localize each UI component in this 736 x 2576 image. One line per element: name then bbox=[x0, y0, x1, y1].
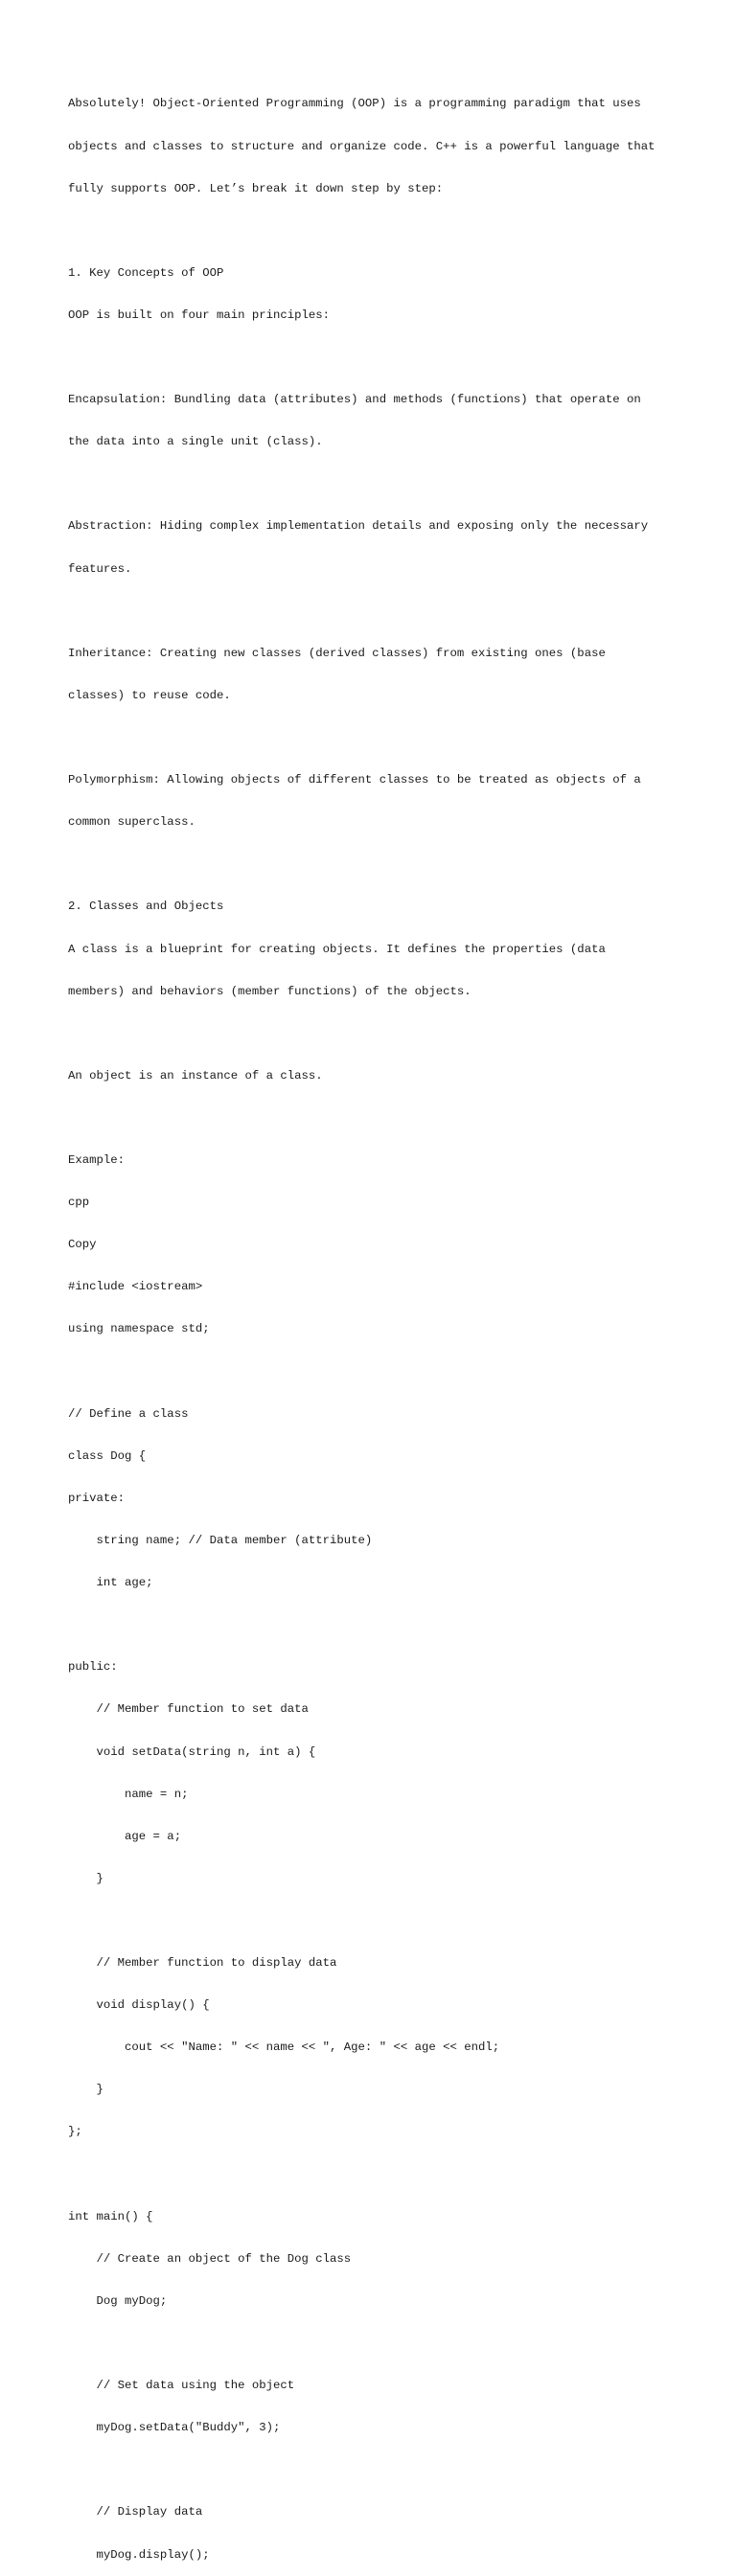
code-line: class Dog { bbox=[68, 1448, 147, 1463]
text-line bbox=[68, 477, 681, 491]
code-line: myDog.display(); bbox=[68, 2547, 210, 2562]
copy-label: Copy bbox=[68, 1238, 97, 1252]
text-line: the data into a single unit (class). bbox=[68, 435, 323, 449]
code-line: int age; bbox=[68, 1576, 153, 1590]
code-line bbox=[68, 1365, 681, 1379]
code-line: myDog.setData("Buddy", 3); bbox=[68, 2421, 281, 2435]
code-line: } bbox=[68, 2083, 104, 2097]
code-line: // Define a class bbox=[68, 1406, 189, 1421]
code-line bbox=[68, 2337, 681, 2351]
text-line: Absolutely! Object-Oriented Programming (OOP) is a programming paradigm that uses bbox=[68, 97, 641, 111]
code-line bbox=[68, 1914, 681, 1928]
text-line: Polymorphism: Allowing objects of different classes to be treated as objects of a bbox=[68, 773, 641, 787]
text-line bbox=[68, 1111, 681, 1126]
text-line: fully supports OOP. Let’s break it down step by step: bbox=[68, 181, 444, 195]
text-line: Abstraction: Hiding complex implementation details and exposing only the necessary bbox=[68, 519, 649, 534]
text-line bbox=[68, 857, 681, 872]
code-line: private: bbox=[68, 1491, 126, 1505]
document-body bbox=[68, 69, 681, 2576]
text-line: classes) to reuse code. bbox=[68, 688, 231, 702]
text-line: An object is an instance of a class. bbox=[68, 1068, 323, 1083]
code-line: name = n; bbox=[68, 1787, 189, 1801]
code-line: cout << "Name: " << name << ", Age: " << age << endl; bbox=[68, 2040, 500, 2055]
text-line bbox=[68, 604, 681, 619]
code-line: // Create an object of the Dog class bbox=[68, 2251, 352, 2266]
text-line: Example: bbox=[68, 1153, 126, 1168]
code-line bbox=[68, 2168, 681, 2182]
text-line: OOP is built on four main principles: bbox=[68, 308, 331, 322]
code-line: void setData(string n, int a) { bbox=[68, 1744, 316, 1759]
code-line: // Member function to display data bbox=[68, 1956, 337, 1971]
text-line: common superclass. bbox=[68, 815, 196, 830]
code-line: int main() { bbox=[68, 2209, 153, 2223]
text-line: objects and classes to structure and organize code. C++ is a powerful language that bbox=[68, 139, 656, 153]
text-line bbox=[68, 1027, 681, 1041]
code-line bbox=[68, 1618, 681, 1632]
code-line: // Set data using the object bbox=[68, 2379, 295, 2393]
text-line bbox=[68, 224, 681, 239]
code-line: age = a; bbox=[68, 1829, 182, 1843]
text-line: features. bbox=[68, 561, 132, 576]
code-line: }; bbox=[68, 2125, 82, 2139]
code-line: #include <iostream> bbox=[68, 1280, 203, 1294]
code-line: Dog myDog; bbox=[68, 2293, 168, 2308]
code-line: public: bbox=[68, 1660, 118, 1675]
code-line: string name; // Data member (attribute) bbox=[68, 1533, 373, 1547]
code-language-label: cpp bbox=[68, 1196, 90, 1210]
text-line bbox=[68, 351, 681, 365]
code-line: } bbox=[68, 1871, 104, 1885]
section-heading: 1. Key Concepts of OOP bbox=[68, 265, 224, 280]
code-line: // Member function to set data bbox=[68, 1702, 309, 1717]
text-line bbox=[68, 731, 681, 745]
section-heading: 2. Classes and Objects bbox=[68, 900, 224, 914]
text-line: members) and behaviors (member functions) of the objects. bbox=[68, 984, 472, 998]
text-line: A class is a blueprint for creating objects. It defines the properties (data bbox=[68, 942, 606, 956]
code-line bbox=[68, 2463, 681, 2477]
code-line: using namespace std; bbox=[68, 1322, 210, 1336]
text-line: Inheritance: Creating new classes (derived classes) from existing ones (base bbox=[68, 646, 606, 660]
code-line: void display() { bbox=[68, 1998, 210, 2013]
text-line: Encapsulation: Bundling data (attributes) and methods (functions) that operate on bbox=[68, 393, 641, 407]
code-line: // Display data bbox=[68, 2505, 203, 2519]
